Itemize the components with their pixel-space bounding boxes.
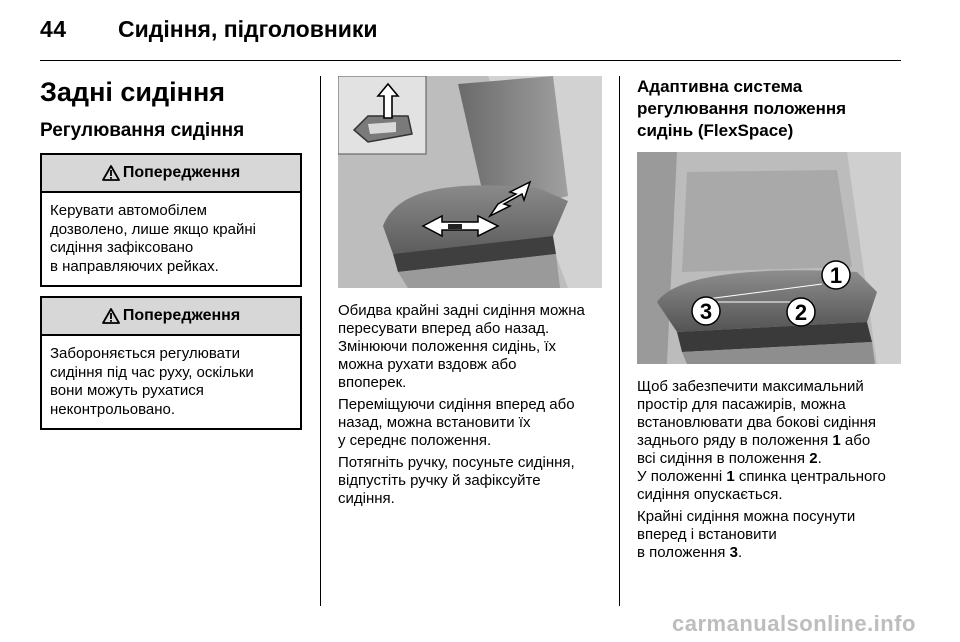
text-line bbox=[637, 450, 901, 468]
callout-number: 1 bbox=[829, 263, 843, 288]
text-line: встановлювати два бокові сидіння bbox=[637, 414, 877, 431]
text-run: У положенні bbox=[637, 468, 727, 485]
warning-triangle-icon bbox=[102, 165, 120, 181]
paragraph bbox=[338, 454, 602, 508]
page-number: 44 bbox=[40, 16, 67, 42]
warning-label: Попередження bbox=[122, 307, 241, 324]
paragraph bbox=[338, 396, 602, 450]
left-column bbox=[40, 76, 302, 439]
text-line bbox=[637, 468, 901, 486]
text-line: назад, можна встановити їх bbox=[338, 414, 531, 431]
warning-text bbox=[42, 193, 300, 285]
callout-number: 3 bbox=[699, 299, 713, 324]
text-line: дозволено, лише якщо крайні bbox=[50, 220, 256, 238]
flexspace-heading bbox=[637, 76, 901, 142]
text-line: у середнє положення. bbox=[338, 432, 492, 449]
text-run: . bbox=[737, 544, 743, 561]
text-line: Керувати автомобілем bbox=[50, 202, 207, 219]
paragraph bbox=[637, 508, 901, 562]
text-run: всі сидіння в положення bbox=[637, 450, 810, 467]
page-header bbox=[0, 0, 960, 62]
warning-triangle-icon bbox=[102, 308, 120, 324]
column-divider-2 bbox=[619, 76, 620, 606]
text-line: вперед і встановити bbox=[637, 526, 777, 543]
column-divider-1 bbox=[320, 76, 321, 606]
right-column bbox=[637, 76, 901, 566]
text-line: в направляючих рейках. bbox=[50, 257, 219, 275]
watermark: carmanualsonline.info bbox=[672, 611, 916, 636]
right-text bbox=[637, 378, 901, 562]
subsection-title: Регулювання сидіння bbox=[40, 120, 245, 141]
paragraph bbox=[338, 302, 602, 392]
position-number: 1 bbox=[726, 468, 735, 485]
paragraph bbox=[637, 378, 901, 504]
warning-box-2 bbox=[40, 296, 302, 430]
text-run: заднього ряду в положення bbox=[637, 432, 833, 449]
text-line: Крайні сидіння можна посунути bbox=[637, 508, 856, 525]
position-number: 3 bbox=[729, 544, 738, 561]
warning-header bbox=[42, 298, 300, 336]
position-number: 2 bbox=[809, 450, 818, 467]
middle-text bbox=[338, 302, 602, 508]
warning-header bbox=[42, 155, 300, 193]
middle-column bbox=[338, 76, 602, 512]
text-line: вони можуть рухатися bbox=[50, 382, 204, 399]
text-line: Потягніть ручку, посуньте сидіння, bbox=[338, 454, 575, 471]
heading-line: Адаптивна система bbox=[637, 77, 803, 96]
text-line: сидіння. bbox=[338, 490, 395, 507]
text-line: простір для пасажирів, можна bbox=[637, 396, 846, 413]
text-line: впоперек. bbox=[338, 374, 407, 391]
text-line: Щоб забезпечити максимальний bbox=[637, 378, 864, 395]
text-line: Обидва крайні задні сидіння можна bbox=[338, 302, 585, 319]
seat-adjustment-illustration bbox=[338, 76, 602, 288]
header-rule bbox=[40, 60, 901, 61]
text-line: Переміщуючи сидіння вперед або bbox=[338, 396, 575, 413]
text-line: відпустіть ручку й зафіксуйте bbox=[338, 472, 541, 489]
callout-number: 2 bbox=[794, 300, 808, 325]
text-line: неконтрольовано. bbox=[50, 400, 176, 418]
text-run: спинка центрального bbox=[734, 468, 886, 485]
heading-line: сидінь (FlexSpace) bbox=[637, 121, 794, 140]
text-run: або bbox=[840, 432, 871, 449]
position-number: 1 bbox=[832, 432, 841, 449]
text-line: сидіння зафіксовано bbox=[50, 239, 194, 256]
warning-box-1 bbox=[40, 153, 302, 287]
section-title: Задні сидіння bbox=[40, 77, 226, 107]
flexspace-illustration bbox=[637, 152, 901, 364]
text-run: в положення bbox=[637, 544, 730, 561]
text-line: сидіння під час руху, оскільки bbox=[50, 363, 254, 381]
text-line: пересувати вперед або назад. bbox=[338, 320, 550, 337]
text-run: . bbox=[817, 450, 822, 467]
chapter-title: Сидіння, підголовники bbox=[118, 16, 378, 42]
text-line: сидіння опускається. bbox=[637, 486, 783, 503]
text-line: Змінюючи положення сидінь, їх bbox=[338, 338, 557, 355]
text-line bbox=[637, 544, 901, 562]
warning-text bbox=[42, 336, 300, 428]
text-line: можна рухати вздовж або bbox=[338, 356, 517, 373]
text-line bbox=[637, 432, 901, 450]
warning-label: Попередження bbox=[122, 164, 241, 181]
text-line: Забороняється регулювати bbox=[50, 345, 240, 362]
heading-line: регулювання положення bbox=[637, 99, 847, 118]
